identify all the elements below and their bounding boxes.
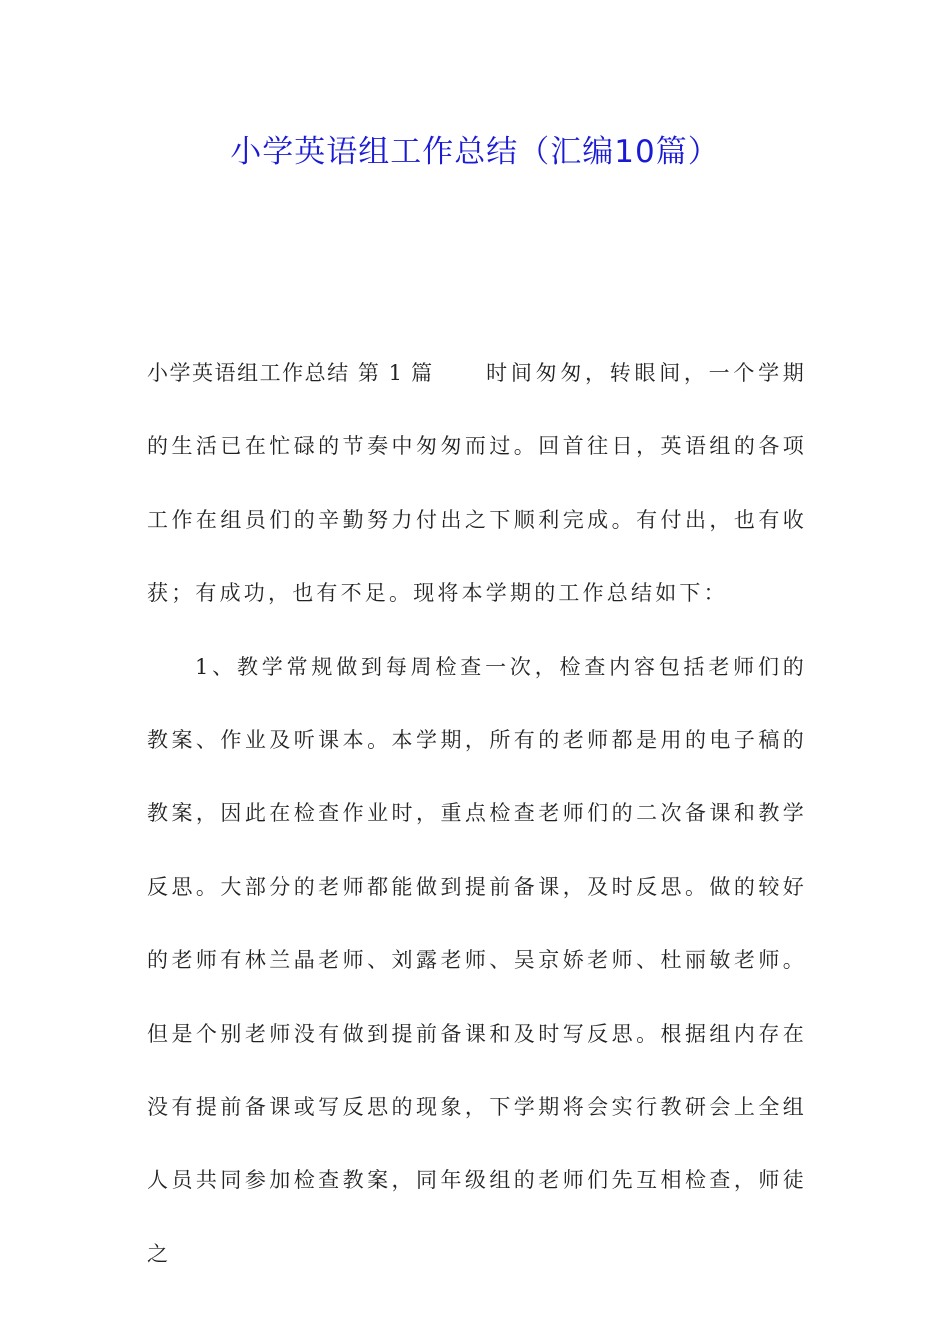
paragraph-item-1: 1、教学常规做到每周检查一次，检查内容包括老师们的教案、作业及听课本。本学期，所有的老师都是用的电子稿的教案，因此在检查作业时，重点检查老师们的二次备课和教学反思。大部分的老师都能做到提前备课，及时反思。做的较好的老师有林兰晶老师、刘露老师、吴京娇老师、杜丽敏老师。但是个别老师没有做到提前备课和及时写反思。根据组内存在没有提前备课或写反思的现象，下学期将会实行教研会上全组人员共同参加检查教案，同年级组的老师们先互相检查，师徒之 [147,654,807,1266]
document-title: 小学英语组工作总结（汇编10篇） [230,134,720,170]
paragraph-intro-text: 时间匆匆，转眼间，一个学期的生活已在忙碌的节奏中匆匆而过。回首往日，英语组的各项工作在组员们的辛勤努力付出之下顺利完成。有付出，也有收获；有成功，也有不足。现将本学期的工作总结如下： [147,361,807,606]
document-body [147,337,807,1291]
paragraph-intro [147,337,807,631]
section-heading: 小学英语组工作总结 第 1 篇 [147,361,434,385]
